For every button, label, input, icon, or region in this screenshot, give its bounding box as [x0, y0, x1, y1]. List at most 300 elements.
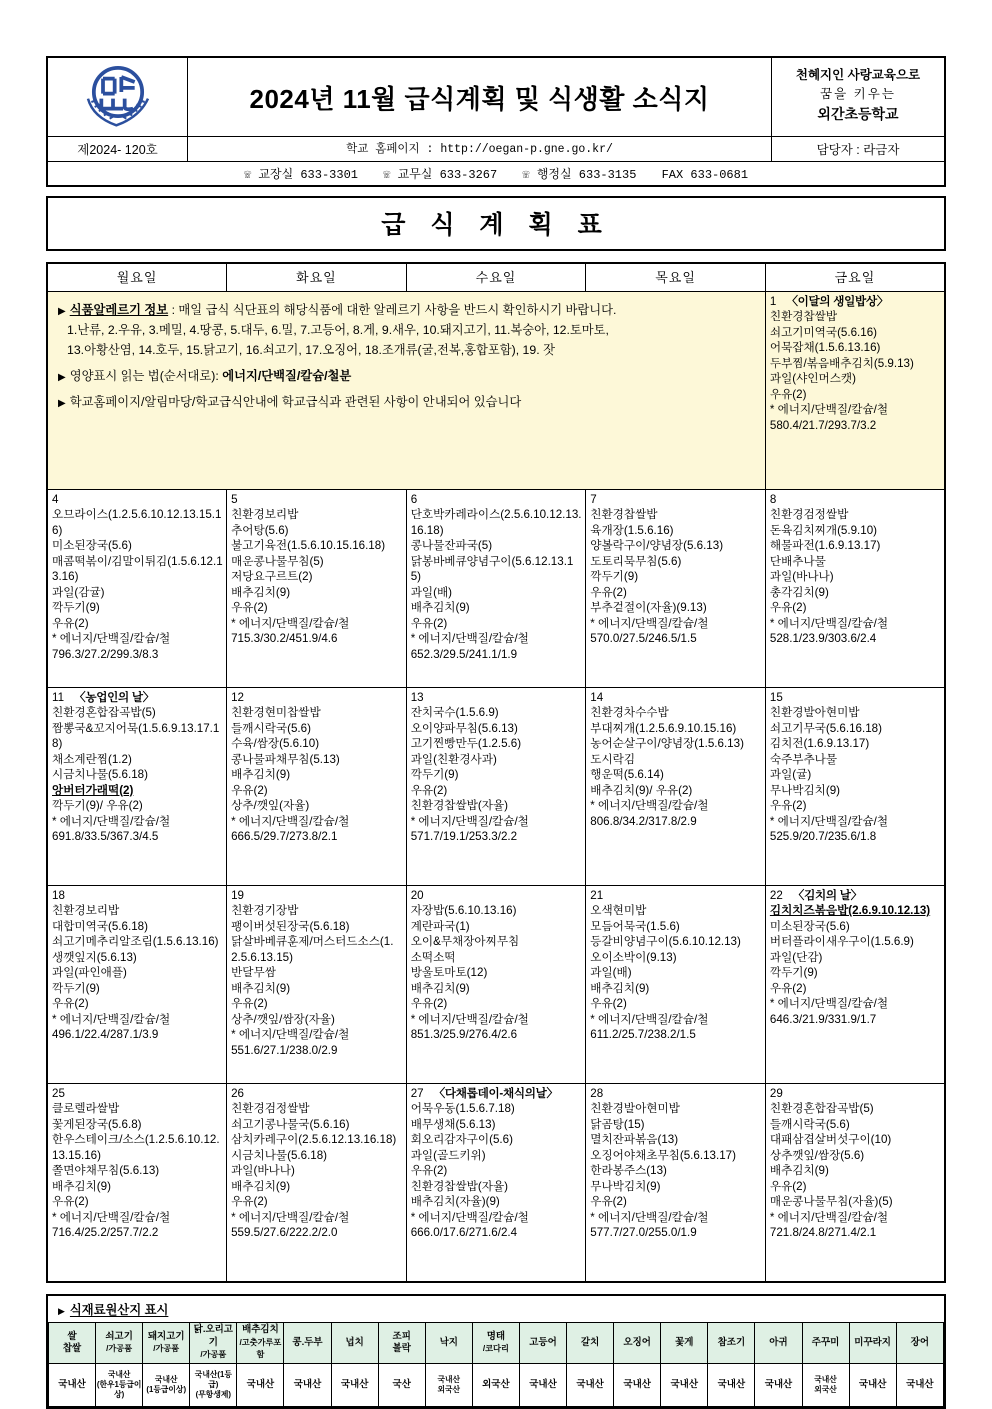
day-number: 12: [231, 691, 244, 704]
origin-value-cell: [519, 1364, 566, 1407]
menu-dish: 소떡소떡: [410, 950, 456, 964]
origin-value: 국내산: [58, 1378, 86, 1390]
origin-item-name: 장어: [910, 1336, 930, 1348]
origin-column-header: [755, 1323, 802, 1364]
origin-item-name: 쇠고기: [105, 1330, 133, 1342]
origin-value-note: (1등급이상): [146, 1385, 187, 1394]
menu-dish: 삼치카레구이(2.5.6.12.13.16.18): [231, 1133, 397, 1147]
menu-dish: 오이&무채장아찌무침: [410, 935, 520, 949]
menu-dish: 과일(배): [590, 966, 632, 980]
origin-item-name: 넙치: [345, 1336, 364, 1348]
menu-week-row: [47, 688, 945, 886]
meal-plan-body: [47, 292, 945, 1283]
origin-item-name: 고등어: [529, 1336, 557, 1348]
origin-item-subname: 볼락: [392, 1343, 411, 1354]
issue-number: 제2024- 120호: [48, 137, 188, 161]
origin-item-name: 돼지고기: [147, 1330, 185, 1342]
menu-dish: 우유(2): [590, 585, 627, 599]
menu-day-cell: [47, 1084, 227, 1283]
day-number: 15: [769, 691, 783, 704]
nutrition-values: 666.0/17.6/271.6/2.4: [410, 1226, 518, 1240]
origin-value: 국내산: [293, 1378, 322, 1390]
origin-value: 국내산: [246, 1378, 275, 1390]
menu-dish: 행운떡(5.6.14): [590, 768, 664, 782]
nutrition-label: * 에너지/단백질/칼슘/철: [590, 799, 709, 813]
origin-value-cell: [378, 1364, 425, 1407]
menu-dish: 우유(2): [769, 1179, 807, 1193]
day-number-row: [770, 294, 941, 309]
menu-dish: 클로렐라쌀밥: [52, 1102, 120, 1116]
origin-value-cell: [755, 1364, 802, 1407]
menu-dish: 배추김치(9): [410, 981, 470, 995]
origin-value: 국내산: [858, 1378, 887, 1390]
menu-dish: 어묵우동(1.5.6.7.18): [410, 1102, 515, 1116]
notice-homepage-info: [58, 393, 755, 413]
origin-value: 국내산: [814, 1375, 837, 1385]
menu-dish: 과일(골드키위): [410, 1148, 486, 1162]
menu-dish: 계란파국(1): [410, 919, 470, 933]
notice-nutrition-text: 영양표시 읽는 법(순서대로):: [69, 368, 223, 383]
origin-item-name: 꽃게: [675, 1336, 694, 1348]
origin-value-cell: [190, 1364, 237, 1407]
menu-dish: 우유(2): [52, 997, 89, 1011]
menu-day-cell: [227, 688, 407, 886]
menu-dish: 친환경찹쌀밥(자율): [410, 799, 509, 813]
menu-day-cell: [406, 886, 586, 1084]
day-number-row: [411, 492, 583, 507]
origin-value: 국내산: [764, 1378, 793, 1390]
day-number: 18: [52, 889, 65, 902]
menu-day-cell: [227, 886, 407, 1084]
day-number-row: [770, 690, 941, 705]
menu-dish: 과일(친환경사과): [410, 752, 497, 766]
origin-item-name: 닭.오리고기: [193, 1324, 233, 1348]
origin-item-subname: 찹쌀: [62, 1343, 82, 1354]
nutrition-label: * 에너지/단백질/칼슘/철: [769, 1210, 889, 1224]
nutrition-values: 580.4/21.7/293.7/3.2: [769, 418, 877, 432]
day-number-row: [411, 1086, 583, 1101]
menu-dish: 해물파전(1.6.9.13.17): [769, 539, 881, 553]
menu-dish: 추어탕(5.6): [231, 523, 289, 537]
origin-value: 국내산: [670, 1378, 699, 1390]
origin-value-note: (무항생제): [195, 1389, 231, 1399]
menu-dish: 쇠고기무국(5.6.16.18): [769, 721, 882, 735]
origin-value-cell: [472, 1364, 519, 1407]
nutrition-label: * 에너지/단백질/칼슘/철: [52, 1210, 171, 1224]
menu-dish: 도시락김: [590, 752, 636, 766]
nutrition-values: 496.1/22.4/287.1/3.9: [52, 1028, 159, 1042]
origin-value: 국내산: [340, 1378, 369, 1390]
menu-dish: 깍두기(9): [52, 981, 100, 995]
day-number-row: [411, 888, 583, 903]
nutrition-values: 551.6/27.1/238.0/2.9: [231, 1043, 338, 1057]
weekday-tuesday: 화요일: [227, 263, 407, 292]
origin-value-cell: [708, 1364, 755, 1407]
origin-column-header: [284, 1323, 331, 1364]
origin-column-header: [190, 1323, 237, 1364]
day-number-row: [590, 888, 762, 903]
day-number-row: [52, 492, 223, 507]
menu-dish: 상추/깻잎(자율): [231, 799, 310, 813]
nutrition-label: * 에너지/단백질/칼슘/철: [231, 616, 350, 630]
contact-fax: FAX 633-0681: [661, 168, 749, 182]
day-number-row: [770, 1086, 941, 1101]
origin-column-header: [378, 1323, 425, 1364]
day-number-row: [590, 1086, 762, 1101]
menu-dish: 우유(2): [410, 1164, 448, 1178]
menu-dish: 배추김치(자율)(9): [410, 1195, 500, 1209]
origin-column-header: [614, 1323, 661, 1364]
origin-item-subname: /고춧가루포함: [239, 1337, 282, 1360]
day-number: 27: [410, 1087, 424, 1100]
origin-item-subname: /가공품: [153, 1344, 180, 1353]
weekday-friday: 금요일: [765, 263, 945, 292]
weekday-header-row: [47, 263, 945, 292]
menu-dish: 도토리묵무침(5.6): [590, 554, 682, 568]
nutrition-values: 796.3/27.2/299.3/8.3: [52, 647, 159, 661]
origin-column-header: [849, 1323, 896, 1364]
weekday-wednesday: 수요일: [406, 263, 586, 292]
menu-dish: 버터플라이새우구이(1.5.6.9): [769, 935, 914, 949]
menu-dish: 깍두기(9): [52, 601, 100, 615]
origin-value: 국내산(1등급): [194, 1370, 232, 1390]
day-number-row: [231, 1086, 403, 1101]
nutrition-values: 571.7/19.1/253.3/2.2: [410, 830, 518, 844]
menu-day-cell: [765, 688, 945, 886]
day-number: 11: [52, 691, 65, 704]
ingredient-origin-section: [46, 1294, 946, 1409]
slogan-line-1: 천혜지인 사랑교육으로: [795, 68, 921, 82]
day-number-row: [770, 888, 941, 903]
menu-dish: 친환경찹쌀밥(자율): [410, 1179, 509, 1193]
menu-dish: 과일(귤): [769, 768, 812, 782]
menu-dish: 양볼락구이/양념장(5.6.13): [590, 539, 724, 553]
origin-value-row: [49, 1364, 944, 1407]
menu-dish: 불고기육전(1.5.6.10.15.16.18): [231, 539, 386, 553]
menu-dish: 숙주부추나물: [769, 752, 838, 766]
title-cell: [188, 58, 772, 136]
menu-dish: 생깻잎지(5.6.13): [52, 950, 137, 964]
menu-dish: 육개장(1.5.6.16): [590, 523, 674, 537]
day-number: 26: [231, 1087, 244, 1100]
origin-value-cell: [284, 1364, 331, 1407]
origin-value: 국내산: [154, 1375, 178, 1385]
menu-dish: 우유(2): [410, 997, 448, 1011]
menu-dish: 과일(바나나): [769, 570, 834, 584]
menu-dish: 오징어야채초무침(5.6.13.17): [590, 1148, 736, 1162]
day-number: 1: [769, 295, 777, 308]
nutrition-values: 525.9/20.7/235.6/1.8: [769, 830, 877, 844]
day-number-row: [231, 690, 403, 705]
menu-week-row: [47, 490, 945, 688]
menu-dish: 앙버터가래떡(2): [52, 783, 134, 797]
contact-principal: ☏ 교장실 633-3301: [243, 168, 358, 182]
weekday-monday: 월요일: [47, 263, 227, 292]
masthead-mid-row: [48, 137, 944, 162]
menu-dish: 친환경혼합잡곡밥(5): [769, 1102, 874, 1116]
ingredient-origin-title-text: 식재료원산지 표시: [69, 1303, 169, 1317]
menu-dish: 친환경검정쌀밥: [231, 1102, 310, 1116]
menu-dish: 팽이버섯된장국(5.6.18): [231, 919, 350, 933]
allergen-list-line-1: 1.난류, 2.우유, 3.메밀, 4.땅콩, 5.대두, 6.밀, 7.고등어, 8.게, 9.새우, 10.돼지고기, 11.복숭아, 12.토마토,: [67, 322, 609, 337]
menu-dish: 상추/깻잎/쌈장(자율): [231, 1012, 335, 1026]
nutrition-values: 559.5/27.6/222.2/2.0: [231, 1226, 338, 1240]
origin-value-note: 외국산: [437, 1385, 461, 1394]
origin-value: 국내산: [107, 1370, 131, 1380]
menu-dish: 친환경보리밥: [52, 904, 120, 918]
notice-nutrition-order: [58, 367, 755, 387]
menu-dish: 쇠고기미역국(5.6.16): [769, 325, 878, 339]
notice-homepage-text: 학교홈페이지/알림마당/학교급식안내에 학교급식과 관련된 사항이 안내되어 있습니다: [69, 394, 522, 409]
origin-item-subname: /가공품: [106, 1344, 133, 1353]
origin-value-cell: [661, 1364, 708, 1407]
origin-value: 국내산: [437, 1375, 461, 1385]
origin-column-header: [472, 1323, 519, 1364]
origin-value-note: (한우1등급이상): [96, 1380, 142, 1399]
origin-value-cell: [567, 1364, 614, 1407]
nutrition-label: * 에너지/단백질/칼슘/철: [769, 403, 889, 417]
school-name: 외간초등학교: [817, 105, 899, 122]
menu-dish: 꽃게된장국(5.6.8): [52, 1117, 142, 1131]
day-number: 6: [410, 493, 418, 506]
menu-day-cell: [227, 1084, 407, 1283]
origin-value-cell: [614, 1364, 661, 1407]
menu-dish: 단호박카레라이스(2.5.6.10.12.13.16.18): [410, 508, 582, 537]
origin-column-header: [237, 1323, 284, 1364]
origin-value-cell: [425, 1364, 472, 1407]
day-number: 22: [769, 889, 783, 902]
menu-day-cell: [47, 886, 227, 1084]
day-number: 25: [52, 1087, 65, 1100]
menu-dish: 오므라이스(1.2.5.6.10.12.13.15.16): [52, 508, 222, 537]
day-number: 21: [590, 889, 604, 902]
origin-item-name: 오징어: [623, 1336, 651, 1348]
origin-item-name: 낙지: [439, 1336, 458, 1348]
origin-value: 국내산: [576, 1378, 604, 1390]
day-number-row: [52, 690, 223, 705]
menu-dish: 과일(감귤): [52, 585, 105, 599]
menu-day-cell: [406, 1084, 586, 1283]
origin-value-cell: [143, 1364, 190, 1407]
nutrition-values: 715.3/30.2/451.9/4.6: [231, 632, 338, 646]
origin-value: 국내산: [623, 1378, 651, 1390]
manager-name: 담당자 : 라금자: [816, 143, 900, 157]
nutrition-label: * 에너지/단백질/칼슘/철: [769, 814, 889, 828]
origin-column-header: [896, 1323, 943, 1364]
plan-banner: [46, 196, 946, 251]
triangle-bullet-icon: ▶: [58, 306, 66, 317]
origin-value: 국내산: [906, 1378, 934, 1390]
triangle-bullet-icon: ▶: [58, 1306, 65, 1316]
origin-column-header: [661, 1323, 708, 1364]
menu-dish: 오색현미밥: [590, 904, 647, 918]
origin-column-header: [49, 1323, 96, 1364]
nutrition-values: 716.4/25.2/257.7/2.2: [52, 1226, 159, 1240]
menu-dish: 잔치국수(1.5.6.9): [410, 706, 499, 720]
day-number-row: [231, 492, 403, 507]
weekday-thursday: 목요일: [586, 263, 766, 292]
menu-day-cell: [227, 490, 407, 688]
menu-day-cell: [406, 490, 586, 688]
nutrition-values: 851.3/25.9/276.4/2.6: [410, 1028, 518, 1042]
nutrition-label: * 에너지/단백질/칼슘/철: [52, 632, 171, 646]
origin-value-cell: [802, 1364, 849, 1407]
menu-dish: 과일(단감): [769, 950, 823, 964]
menu-dish: 대패삼겹살버섯구이(10): [769, 1133, 892, 1147]
nutrition-values: 611.2/25.7/238.2/1.5: [590, 1028, 696, 1042]
menu-day-cell: [765, 490, 945, 688]
nutrition-values: 721.8/24.8/271.4/2.1: [769, 1226, 877, 1240]
day-number-row: [411, 690, 583, 705]
menu-dish: 자장밥(5.6.10.13.16): [410, 904, 517, 918]
nutrition-label: * 에너지/단백질/칼슘/철: [410, 1012, 529, 1026]
menu-week-row: [47, 1084, 945, 1283]
nutrition-label: * 에너지/단백질/칼슘/철: [231, 814, 350, 828]
menu-dish: 우유(2): [590, 997, 627, 1011]
day-number-row: [770, 492, 941, 507]
menu-dish: 닭곰탕(15): [590, 1117, 645, 1131]
menu-dish: 대합미역국(5.6.18): [52, 919, 148, 933]
nutrition-values: 570.0/27.5/246.5/1.5: [590, 632, 697, 646]
nutrition-label: * 에너지/단백질/칼슘/철: [590, 1012, 709, 1026]
meal-plan-table: [46, 262, 946, 1283]
school-emblem-icon: [75, 62, 161, 132]
menu-dish: 짬뽕국&꼬지어묵(1.5.6.9.13.17.18): [52, 721, 220, 751]
menu-dish: 쇠고기콩나물국(5.6.16): [231, 1117, 350, 1131]
menu-dish: 시금치나물(5.6.18): [231, 1148, 328, 1162]
menu-dish: 친환경찹쌀밥: [590, 508, 658, 522]
nutrition-label: * 에너지/단백질/칼슘/철: [410, 632, 529, 646]
menu-dish: 미소된장국(5.6): [52, 539, 132, 553]
menu-dish: 깍두기(9): [410, 768, 459, 782]
menu-dish: 김치전(1.6.9.13.17): [769, 737, 870, 751]
menu-dish: 쫄면야채무침(5.6.13): [52, 1164, 160, 1178]
menu-dish: 배추김치(9): [52, 1179, 111, 1193]
masthead-top-row: [48, 58, 944, 137]
day-number: 20: [410, 889, 424, 902]
ingredient-origin-table: [48, 1322, 944, 1407]
menu-dish: 과일(바나나): [231, 1164, 295, 1178]
menu-dish: 배추김치(9): [590, 981, 650, 995]
nutrition-label: * 에너지/단백질/칼슘/철: [52, 1012, 171, 1026]
menu-dish: 매운콩나물무침(5): [231, 554, 324, 568]
menu-dish: 들깨시락국(5.6): [769, 1117, 850, 1131]
menu-dish: 우유(2): [231, 601, 268, 615]
notice-nutrition-order-bold: 에너지/단백질/칼슘/철분: [222, 368, 352, 383]
menu-dish: 닭살바베큐훈제/머스터드소스(1.2.5.6.13.15): [231, 935, 394, 964]
menu-day-cell: [586, 886, 766, 1084]
menu-dish: 한라봉주스(13): [590, 1164, 667, 1178]
origin-item-name: 콩.두부: [292, 1336, 323, 1348]
menu-day-cell: [47, 688, 227, 886]
origin-item-name: 참조기: [717, 1336, 746, 1348]
document-title: 2024년 11월 급식계획 및 식생활 소식지: [249, 83, 710, 114]
origin-column-header: [519, 1323, 566, 1364]
menu-dish: 배추김치(9): [769, 1164, 829, 1178]
origin-value-cell: [96, 1364, 143, 1407]
menu-dish: 미소된장국(5.6): [769, 919, 850, 933]
masthead: [46, 56, 946, 187]
menu-dish: 총각김치(9): [769, 585, 829, 599]
origin-item-subname: /코다리: [482, 1344, 509, 1353]
nutrition-values: 577.7/27.0/255.0/1.9: [590, 1226, 697, 1240]
menu-dish: 깍두기(9): [769, 966, 818, 980]
menu-dish: 과일(파인애플): [52, 966, 127, 980]
notice-allergy-rest: : 매일 급식 식단표의 해당식품에 대한 알레르기 사항을 반드시 확인하시기 바랍니다.: [171, 303, 617, 317]
origin-item-name: 조피: [392, 1330, 411, 1342]
menu-dish: 한우스테이크/소스(1.2.5.6.10.12.13.15.16): [52, 1133, 220, 1162]
menu-dish: 배추김치(9)/ 우유(2): [590, 783, 693, 797]
origin-column-header: [96, 1323, 143, 1364]
menu-dish: 우유(2): [769, 799, 807, 813]
origin-column-header: [567, 1323, 614, 1364]
menu-dish: 부대찌개(1.2.5.6.9.10.15.16): [590, 721, 737, 735]
menu-day-cell: [406, 688, 586, 886]
nutrition-label: * 에너지/단백질/칼슘/철: [769, 616, 889, 630]
origin-value: 외국산: [482, 1378, 510, 1390]
origin-item-name: 쌀: [67, 1330, 77, 1342]
menu-dish: 콩나물잔파국(5): [410, 539, 493, 553]
menu-dish: 오이소박이(9.13): [590, 950, 677, 964]
day-special-label: 〈농업인의 날〉: [74, 691, 155, 704]
menu-dish: 오이양파무침(5.6.13): [410, 721, 518, 735]
origin-value-cell: [896, 1364, 943, 1407]
origin-value: 국내산: [717, 1378, 746, 1390]
origin-value-cell: [331, 1364, 378, 1407]
nutrition-label: * 에너지/단백질/칼슘/철: [52, 814, 171, 828]
menu-dish: 시금치나물(5.6.18): [52, 768, 148, 782]
school-homepage[interactable]: 학교 홈페이지 : http://oegan-p.gne.go.kr/: [188, 137, 772, 161]
logo-cell: [48, 58, 188, 136]
menu-dish: 들깨시락국(5.6): [231, 721, 311, 735]
origin-column-header: [331, 1323, 378, 1364]
origin-value-cell: [49, 1364, 96, 1407]
nutrition-values: 646.3/21.9/331.9/1.7: [769, 1012, 877, 1026]
day-number: 28: [590, 1087, 604, 1100]
day-number: 19: [231, 889, 244, 902]
menu-dish: 깍두기(9)/ 우유(2): [52, 799, 143, 813]
origin-header-row: [49, 1323, 944, 1364]
origin-item-subname: /가공품: [200, 1350, 227, 1360]
menu-dish: 친환경차수수밥: [590, 706, 669, 720]
menu-day-cell: [765, 1084, 945, 1283]
day-special-label: 〈다채롭데이-채식의날〉: [433, 1087, 558, 1100]
nutrition-label: * 에너지/단백질/칼슘/철: [769, 997, 889, 1011]
menu-dish: 우유(2): [231, 1195, 268, 1209]
menu-day-cell: [765, 292, 945, 490]
menu-dish: 배추김치(9): [231, 1179, 291, 1193]
triangle-bullet-icon: ▶: [58, 397, 66, 409]
triangle-bullet-icon: ▶: [58, 371, 66, 383]
menu-dish: 우유(2): [52, 1195, 89, 1209]
nutrition-values: 528.1/23.9/303.6/2.4: [769, 632, 877, 646]
menu-dish: 우유(2): [769, 601, 807, 615]
allergy-notice-cell: [47, 292, 765, 490]
menu-dish: 과일(샤인머스캣): [769, 372, 856, 386]
menu-dish: 우유(2): [590, 1195, 627, 1209]
menu-dish: 우유(2): [769, 981, 807, 995]
contact-teachers-office: ☏ 교무실 633-3267: [383, 168, 498, 182]
menu-dish: 친환경기장밥: [231, 904, 299, 918]
menu-dish: 등갈비양념구이(5.6.10.12.13): [590, 935, 741, 949]
day-special-label: 〈이달의 생일밥상〉: [786, 295, 889, 308]
nutrition-values: 691.8/33.5/367.3/4.5: [52, 830, 159, 844]
origin-item-name: 미꾸라지: [854, 1336, 891, 1348]
nutrition-label: * 에너지/단백질/칼슘/철: [231, 1028, 350, 1042]
nutrition-values: 666.5/29.7/273.8/2.1: [231, 830, 338, 844]
notice-allergy-heading: [58, 301, 755, 321]
menu-dish: 고기찐빵만두(1.2.5.6): [410, 737, 522, 751]
